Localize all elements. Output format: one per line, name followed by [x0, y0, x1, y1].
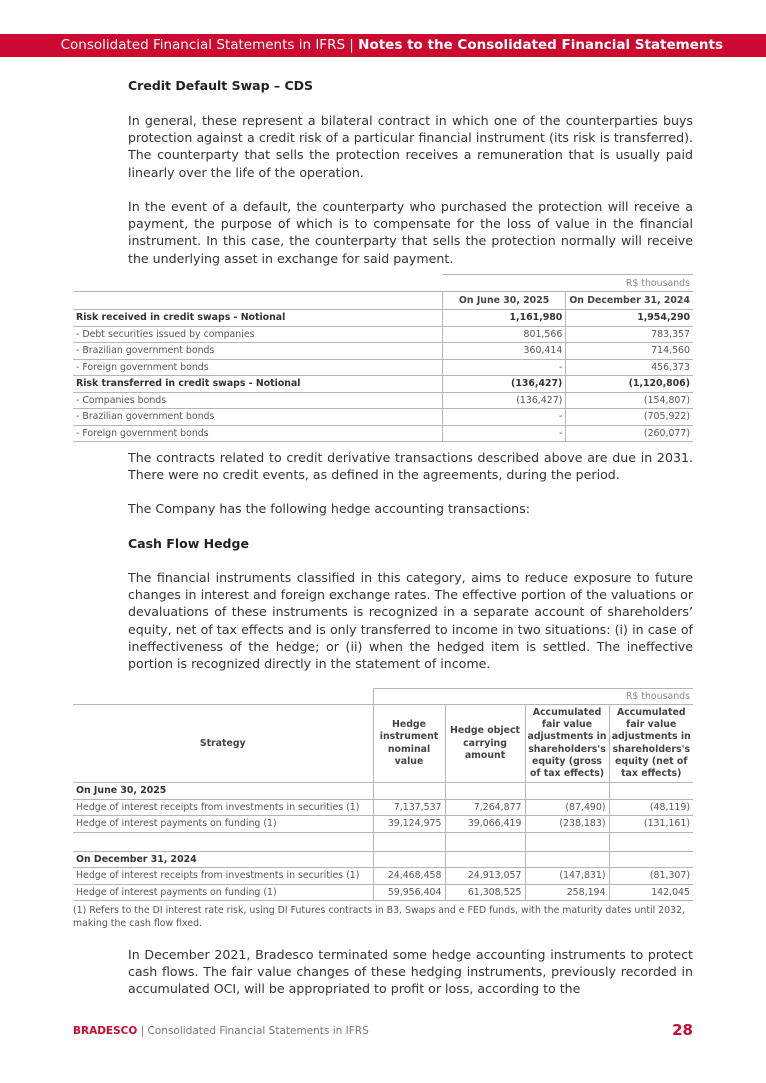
row-nominal: 24,468,458 — [373, 868, 445, 885]
row-value-december: (1,120,806) — [566, 376, 693, 393]
page-number: 28 — [672, 1021, 693, 1039]
table2-section-december: On December 31, 2024 — [73, 851, 373, 868]
row-gross: (147,831) — [525, 868, 609, 885]
table-row — [73, 851, 693, 868]
row-value-june: (136,427) — [442, 376, 565, 393]
row-value-june: - — [442, 425, 565, 442]
row-value-june: 360,414 — [442, 343, 565, 360]
cash-flow-title-block — [128, 536, 693, 551]
table-row — [73, 425, 693, 442]
paragraph-3-block — [128, 449, 693, 483]
row-label: Risk received in credit swaps - Notional — [73, 310, 442, 327]
cds-paragraph-1: In general, these represent a bilateral contract in which one of the counterparties buys protection against a credit risk of a particular financial instrument (its risk is transferred). The counterparty that sells the protection receives a remuneration that is usually paid linearly over the life of the operation. — [128, 113, 693, 180]
row-value-june: 801,566 — [442, 326, 565, 343]
row-net: (81,307) — [609, 868, 693, 885]
table1-unit: R$ thousands — [442, 275, 693, 292]
row-value-june: - — [442, 359, 565, 376]
row-gross: (87,490) — [525, 799, 609, 816]
table2-footnote: (1) Refers to the DI interest rate risk, using DI Futures contracts in B3, Swaps and e FED funds, with the maturity dates until 2032, making the cash flow fixed. — [73, 905, 686, 929]
page-footer — [73, 1021, 693, 1039]
table-row — [73, 884, 693, 901]
footer-brand: BRADESCO — [73, 1025, 138, 1037]
row-value-december: 1,954,290 — [566, 310, 693, 327]
table2-section-june: On June 30, 2025 — [73, 783, 373, 800]
row-gross: 258,194 — [525, 884, 609, 901]
row-value-december: 783,357 — [566, 326, 693, 343]
row-carrying: 24,913,057 — [445, 868, 525, 885]
paragraph-5-block — [128, 569, 693, 672]
row-value-june: - — [442, 409, 565, 426]
row-label: Hedge of interest payments on funding (1) — [73, 884, 373, 901]
table2-header-net: Accumulated fair value adjustments in shareholders's equity (net of tax effects) — [609, 705, 693, 783]
paragraph-4: The Company has the following hedge accounting transactions: — [128, 501, 530, 516]
row-label: Hedge of interest payments on funding (1) — [73, 816, 373, 833]
cash-flow-title: Cash Flow Hedge — [128, 536, 249, 551]
row-label: - Foreign government bonds — [73, 359, 442, 376]
paragraph-5: The financial instruments classified in this category, aims to reduce exposure to future changes in interest and foreign exchange rates. The effective portion of the valuations or devaluations of these instruments is recognized in a separate account of shareholders’ equity, net of tax effects and is only transferred to income in two situations: (i) in case of ineffectiveness of the hedge; or (ii) when the hedged item is settled. The ineffective portion is recognized directly in the statement of income. — [128, 570, 693, 672]
row-label: Risk transferred in credit swaps - Notional — [73, 376, 442, 393]
cds-paragraph-2-block — [128, 198, 693, 267]
hedge-table — [73, 688, 693, 901]
table-row — [73, 799, 693, 816]
table-row — [73, 359, 693, 376]
table-row — [73, 392, 693, 409]
row-gross: (238,183) — [525, 816, 609, 833]
cds-table — [73, 274, 693, 442]
table1-col-june: On June 30, 2025 — [442, 292, 565, 310]
row-value-december: (154,807) — [566, 392, 693, 409]
paragraph-4-block — [128, 500, 693, 517]
table-row — [73, 816, 693, 833]
row-value-december: (260,077) — [566, 425, 693, 442]
row-value-december: 456,373 — [566, 359, 693, 376]
footer-separator: | — [137, 1025, 148, 1037]
cds-title: Credit Default Swap – CDS — [128, 78, 314, 93]
row-carrying: 39,066,419 — [445, 816, 525, 833]
row-value-december: 714,560 — [566, 343, 693, 360]
row-label: - Companies bonds — [73, 392, 442, 409]
row-value-june: (136,427) — [442, 392, 565, 409]
paragraph-3: The contracts related to credit derivative transactions described above are due in 2031. There were no credit events, as defined in the agreements, during the period. — [128, 450, 693, 483]
table-spacer-row — [73, 832, 693, 851]
row-carrying: 61,308,525 — [445, 884, 525, 901]
paragraph-6-block — [128, 946, 693, 998]
table1-col-december: On December 31, 2024 — [566, 292, 693, 310]
header-banner — [0, 34, 766, 57]
header-right-text: Notes to the Consolidated Financial Statements — [358, 37, 723, 53]
row-label: Hedge of interest receipts from investments in securities (1) — [73, 868, 373, 885]
table2-header-nominal: Hedge instrument nominal value — [373, 705, 445, 783]
table2-strategy-header: Strategy — [73, 705, 373, 783]
table-row — [73, 343, 693, 360]
table-row — [73, 868, 693, 885]
row-label: Hedge of interest receipts from investments in securities (1) — [73, 799, 373, 816]
row-value-december: (705,922) — [566, 409, 693, 426]
row-carrying: 7,264,877 — [445, 799, 525, 816]
table2-unit: R$ thousands — [373, 689, 693, 705]
row-label: - Debt securities issued by companies — [73, 326, 442, 343]
row-net: 142,045 — [609, 884, 693, 901]
row-label: - Brazilian government bonds — [73, 343, 442, 360]
row-net: (131,161) — [609, 816, 693, 833]
header-left-text: Consolidated Financial Statements in IFRS | — [60, 37, 354, 53]
row-label: - Foreign government bonds — [73, 425, 442, 442]
row-value-june: 1,161,980 — [442, 310, 565, 327]
paragraph-6: In December 2021, Bradesco terminated some hedge accounting instruments to protect cash flows. The fair value changes of these hedging instruments, previously recorded in accumulated OCI, will be appropriated to profit or loss, according to the — [128, 947, 693, 997]
footer-text: Consolidated Financial Statements in IFRS — [147, 1025, 369, 1037]
table-row — [73, 409, 693, 426]
table-row — [73, 326, 693, 343]
row-net: (48,119) — [609, 799, 693, 816]
table-row — [73, 783, 693, 800]
table2-header-gross: Accumulated fair value adjustments in shareholders's equity (gross of tax effects) — [525, 705, 609, 783]
cds-paragraph-2: In the event of a default, the counterparty who purchased the protection will receive a payment, the purpose of which is to compensate for the loss of value in the financial instrument. In this case, the counterparty that sells the protection normally will receive the underlying asset in exchange for said payment. — [128, 199, 693, 266]
row-nominal: 59,956,404 — [373, 884, 445, 901]
row-nominal: 7,137,537 — [373, 799, 445, 816]
table-row — [73, 376, 693, 393]
table2-header-carrying: Hedge object carrying amount — [445, 705, 525, 783]
cds-paragraph-1-block — [128, 112, 693, 181]
table-row — [73, 310, 693, 327]
row-nominal: 39,124,975 — [373, 816, 445, 833]
cds-title-block — [128, 78, 693, 93]
row-label: - Brazilian government bonds — [73, 409, 442, 426]
